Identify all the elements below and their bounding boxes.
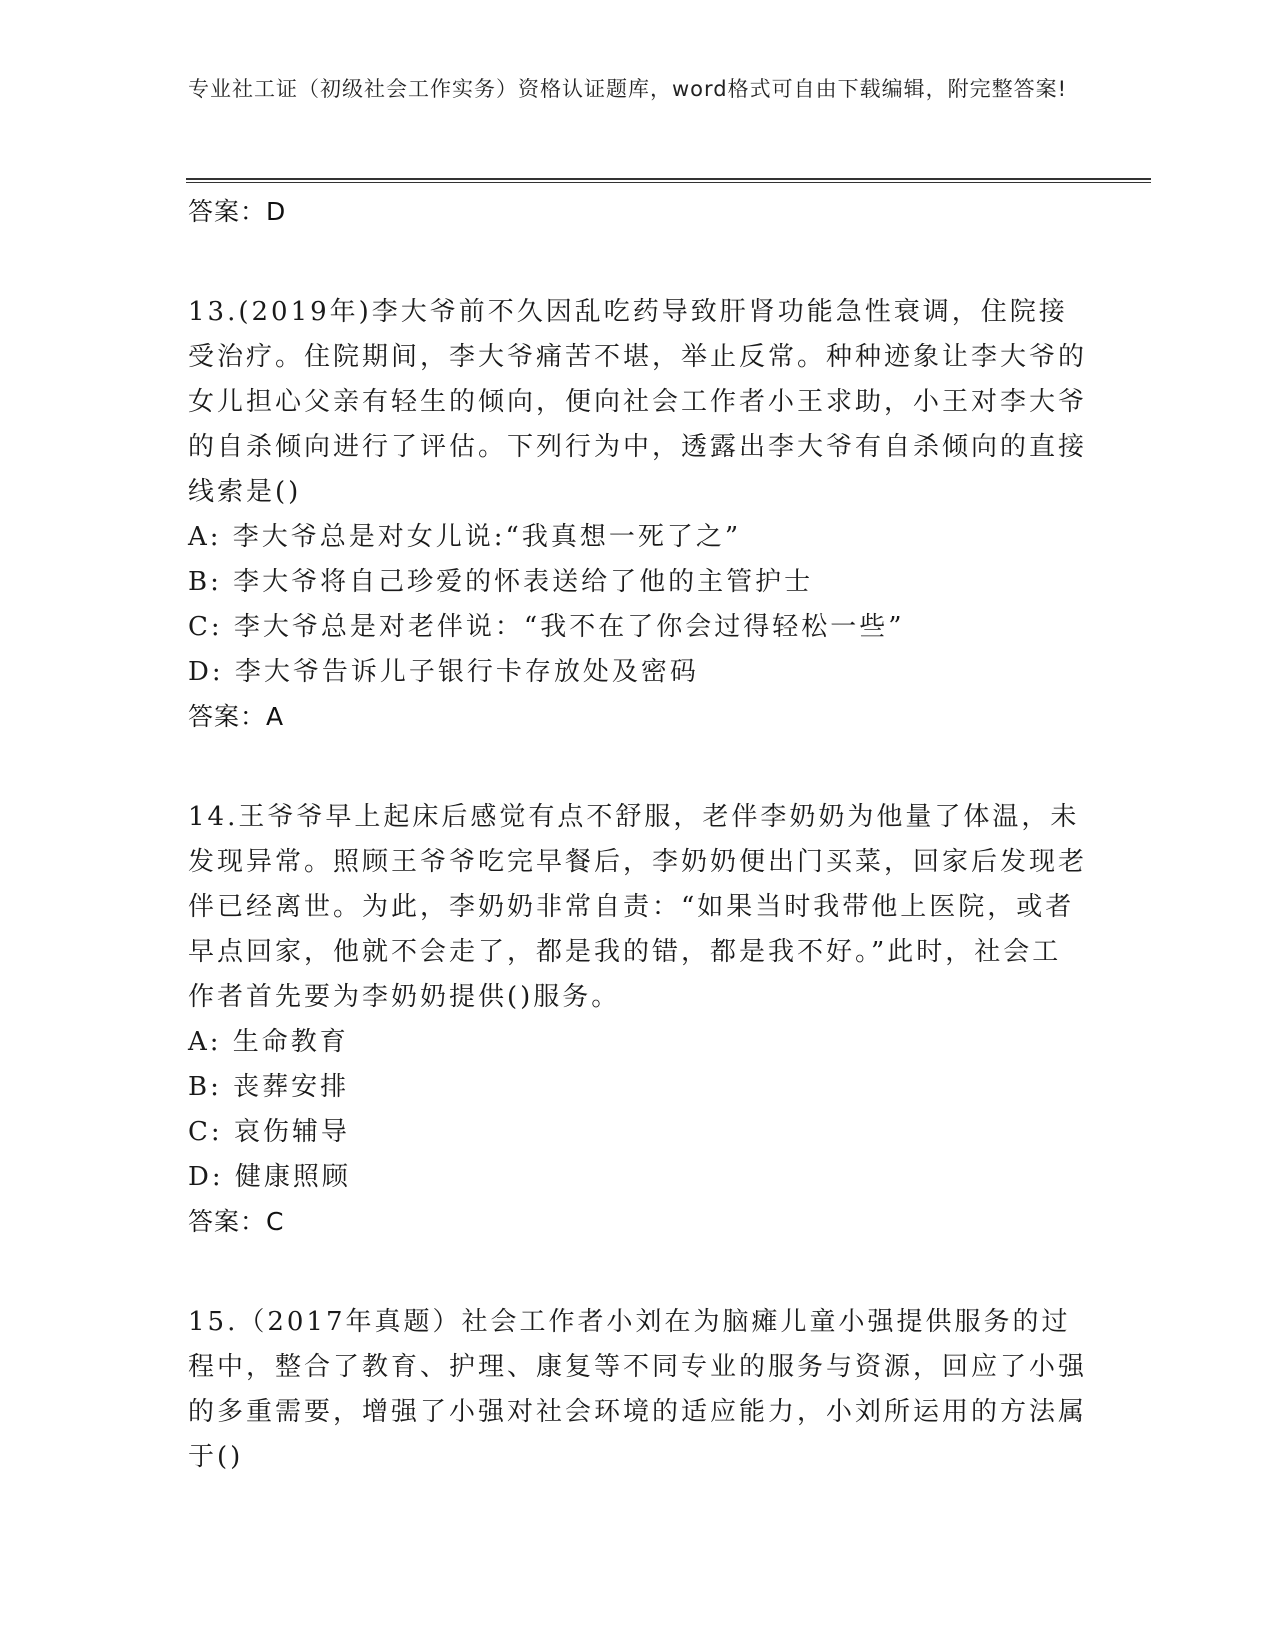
option-c: C: 哀伤辅导 (188, 1117, 350, 1147)
question-text: 15.（2017年真题）社会工作者小刘在为脑瘫儿童小强提供服务的过程中，整合了教育、护理、康复等不同专业的服务与资源，回应了小强的多重需要，增强了小强对社会环境的适应能力，小刘所运用的方法属于() (188, 1307, 1088, 1472)
option-a: A: 李大爷总是对女儿说:“我真想一死了之” (188, 522, 742, 552)
answer-line: 答案：D (188, 197, 287, 226)
spacer (188, 1244, 1088, 1300)
spacer (188, 739, 1088, 795)
option-a: A: 生命教育 (188, 1027, 349, 1057)
answer-line: 答案：A (188, 702, 285, 731)
question-text: 13.(2019年)李大爷前不久因乱吃药导致肝肾功能急性衰调，住院接受治疗。住院期间，李大爷痛苦不堪，举止反常。种种迹象让李大爷的女儿担心父亲有轻生的倾向，便向社会工作者小王求助，小王对李大爷的自杀倾向进行了评估。下列行为中，透露出李大爷有自杀倾向的直接线索是() (188, 297, 1088, 507)
answer-line: 答案：C (188, 1207, 285, 1236)
header-divider-thick (186, 178, 1151, 180)
option-c: C: 李大爷总是对老伴说：“我不在了你会过得轻松一些” (188, 612, 905, 642)
question-text: 14.王爷爷早上起床后感觉有点不舒服，老伴李奶奶为他量了体温，未发现异常。照顾王爷爷吃完早餐后，李奶奶便出门买菜，回家后发现老伴已经离世。为此，李奶奶非常自责：“如果当时我带他上医院，或者早点回家，他就不会走了，都是我的错，都是我不好。”此时，社会工作者首先要为李奶奶提供()服务。 (188, 802, 1088, 1012)
question-content (188, 190, 1088, 1480)
page-header: 专业社工证（初级社会工作实务）资格认证题库，word格式可自由下载编辑，附完整答案! (188, 77, 1068, 101)
option-d: D: 健康照顾 (188, 1162, 351, 1192)
option-b: B: 李大爷将自己珍爱的怀表送给了他的主管护士 (188, 567, 814, 597)
spacer (188, 234, 1088, 290)
option-d: D: 李大爷告诉儿子银行卡存放处及密码 (188, 657, 699, 687)
option-b: B: 丧葬安排 (188, 1072, 350, 1102)
header-divider-thin (186, 182, 1151, 183)
